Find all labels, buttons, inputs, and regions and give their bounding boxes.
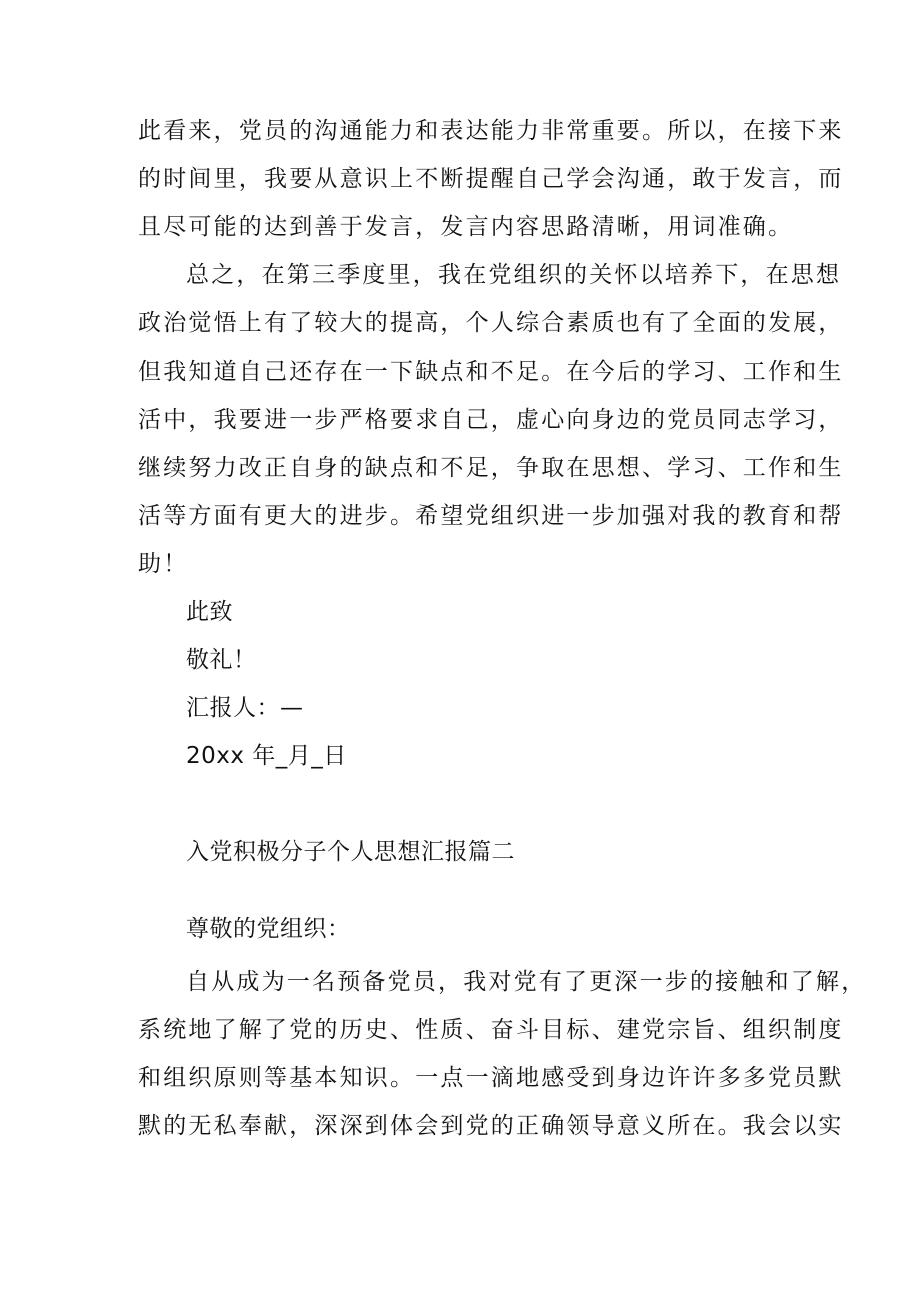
paragraph-3-line-2: 系统地了解了党的历史、性质、奋斗目标、建党宗旨、组织制度 <box>138 1017 844 1043</box>
paragraph-3-line-4: 默的无私奉献，深深到体会到党的正确领导意义所在。我会以实 <box>138 1113 844 1139</box>
paragraph-2-line-6: 活等方面有更大的进步。希望党组织进一步加强对我的教育和帮 <box>138 503 844 529</box>
greeting: 尊敬的党组织： <box>186 916 351 942</box>
closing-salutation: 此致 <box>186 599 233 625</box>
paragraph-1-line-2: 的时间里，我要从意识上不断提醒自己学会沟通，敢于发言，而 <box>138 166 844 192</box>
paragraph-2-line-5: 继续努力改正自身的缺点和不足，争取在思想、学习、工作和生 <box>138 455 844 481</box>
paragraph-3-line-3: 和组织原则等基本知识。一点一滴地感受到身边许许多多党员默 <box>138 1065 844 1091</box>
section-title: 入党积极分子个人思想汇报篇二 <box>186 839 515 865</box>
paragraph-2-line-3: 但我知道自己还存在一下缺点和不足。在今后的学习、工作和生 <box>138 359 844 385</box>
paragraph-2-line-2: 政治觉悟上有了较大的提高，个人综合素质也有了全面的发展， <box>138 310 844 336</box>
closing-respect: 敬礼！ <box>186 647 257 673</box>
paragraph-2-line-1: 总之，在第三季度里，我在党组织的关怀以培养下，在思想 <box>186 262 842 288</box>
paragraph-1-line-3: 且尽可能的达到善于发言，发言内容思路清晰，用词准确。 <box>138 214 794 240</box>
paragraph-2-line-4: 活中，我要进一步严格要求自己，虚心向身边的党员同志学习， <box>138 407 844 433</box>
paragraph-1-line-1: 此看来，党员的沟通能力和表达能力非常重要。所以，在接下来 <box>138 118 844 144</box>
report-date: 20xx 年_月_日 <box>186 743 347 769</box>
paragraph-2-line-7: 助！ <box>138 551 189 577</box>
reporter-line: 汇报人：— <box>186 695 304 721</box>
paragraph-3-line-1: 自从成为一名预备党员，我对党有了更深一步的接触和了解， <box>186 969 867 995</box>
